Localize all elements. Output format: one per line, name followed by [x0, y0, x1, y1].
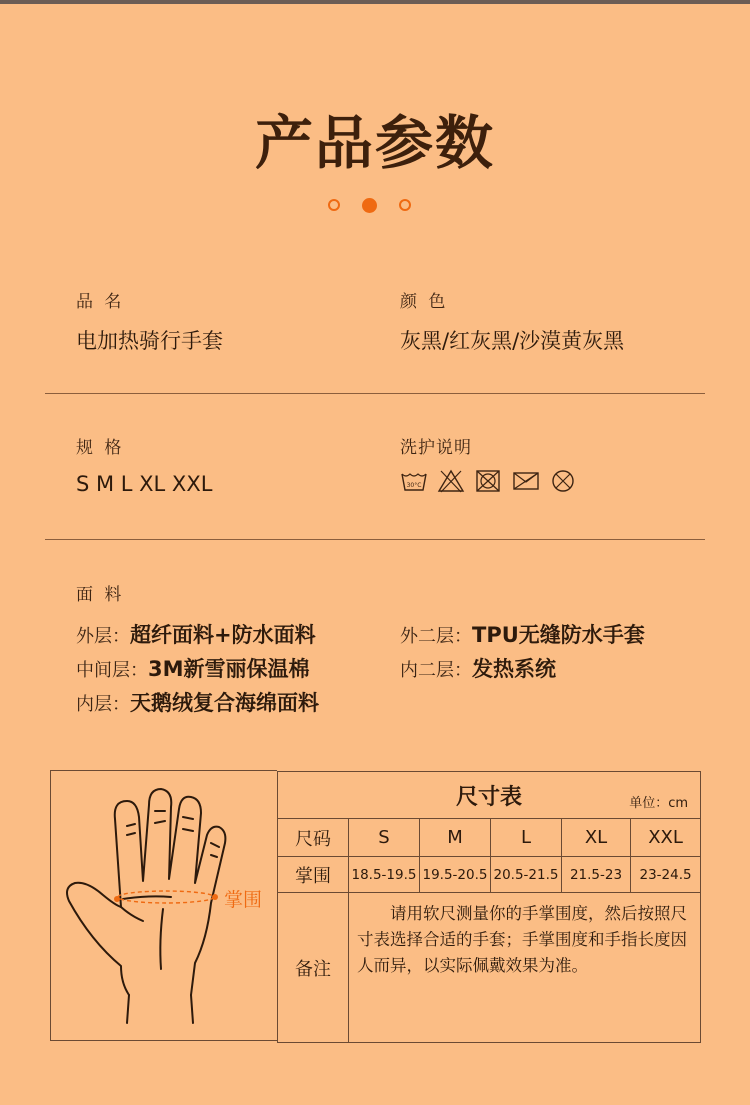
material-value: 天鹅绒复合海绵面料 — [130, 691, 319, 715]
palm-value-m: 19.5-20.5 — [420, 857, 491, 893]
palm-value-xl: 21.5-23 — [562, 857, 631, 893]
size-header-label: 尺码 — [278, 819, 349, 857]
size-table — [277, 771, 701, 1043]
material-value: 发热系统 — [472, 657, 556, 681]
top-image-edge — [0, 0, 750, 4]
svg-text:30°C: 30°C — [406, 482, 422, 489]
palm-value-xxl: 23-24.5 — [631, 857, 701, 893]
size-header-xl: XL — [562, 819, 631, 857]
material-outer — [76, 619, 316, 649]
size-table-unit: 单位：cm — [629, 796, 689, 811]
name-label: 品 名 — [76, 292, 125, 312]
divider — [45, 393, 705, 394]
divider — [45, 539, 705, 540]
color-value: 灰黑/红灰黑/沙漠黄灰黑 — [400, 329, 625, 353]
material-middle — [76, 653, 310, 683]
no-dry-clean-icon — [550, 468, 576, 494]
name-value: 电加热骑行手套 — [76, 329, 223, 353]
no-iron-icon — [511, 468, 541, 494]
material-key: 内层： — [76, 694, 130, 715]
material-value: TPU无缝防水手套 — [472, 623, 645, 647]
material-value: 3M新雪丽保温棉 — [148, 657, 310, 681]
size-value: S M L XL XXL — [76, 472, 213, 496]
material-value: 超纤面料+防水面料 — [130, 623, 316, 647]
note-label: 备注 — [278, 893, 349, 1043]
size-header-xxl: XXL — [631, 819, 701, 857]
material-outer-2 — [400, 619, 645, 649]
color-label: 颜 色 — [400, 292, 449, 312]
size-header-m: M — [420, 819, 491, 857]
palm-row-label: 掌围 — [278, 857, 349, 893]
hand-illustration-box — [50, 770, 277, 1041]
pager-dot[interactable] — [399, 199, 411, 211]
palm-value-s: 18.5-19.5 — [349, 857, 420, 893]
size-header-l: L — [491, 819, 562, 857]
wash-30-icon — [400, 468, 428, 494]
material-key: 内二层： — [400, 660, 472, 681]
note-text: 请用软尺测量你的手掌围度，然后按照尺寸表选择合适的手套；手掌围度和手指长度因人而异，以实际佩戴效果为准。 — [349, 893, 701, 1043]
material-key: 中间层： — [76, 660, 148, 681]
material-key: 外二层： — [400, 626, 472, 647]
no-tumble-dry-icon — [474, 468, 502, 494]
pager-dot-active[interactable] — [362, 198, 377, 213]
palm-value-l: 20.5-21.5 — [491, 857, 562, 893]
material-inner-2 — [400, 653, 556, 683]
size-label: 规 格 — [76, 438, 125, 458]
pager-dots — [328, 199, 411, 213]
material-inner — [76, 687, 319, 717]
size-table-title-cell — [278, 772, 701, 819]
hand-circumference-label: 掌围 — [224, 889, 263, 911]
care-icons — [400, 468, 576, 494]
page-title: 产品参数 — [254, 109, 495, 177]
material-label: 面 料 — [76, 585, 125, 605]
no-bleach-icon — [437, 468, 465, 494]
pager-dot[interactable] — [328, 199, 340, 211]
size-table-title: 尺寸表 — [456, 784, 523, 810]
care-label: 洗护说明 — [400, 438, 472, 458]
material-key: 外层： — [76, 626, 130, 647]
size-header-s: S — [349, 819, 420, 857]
